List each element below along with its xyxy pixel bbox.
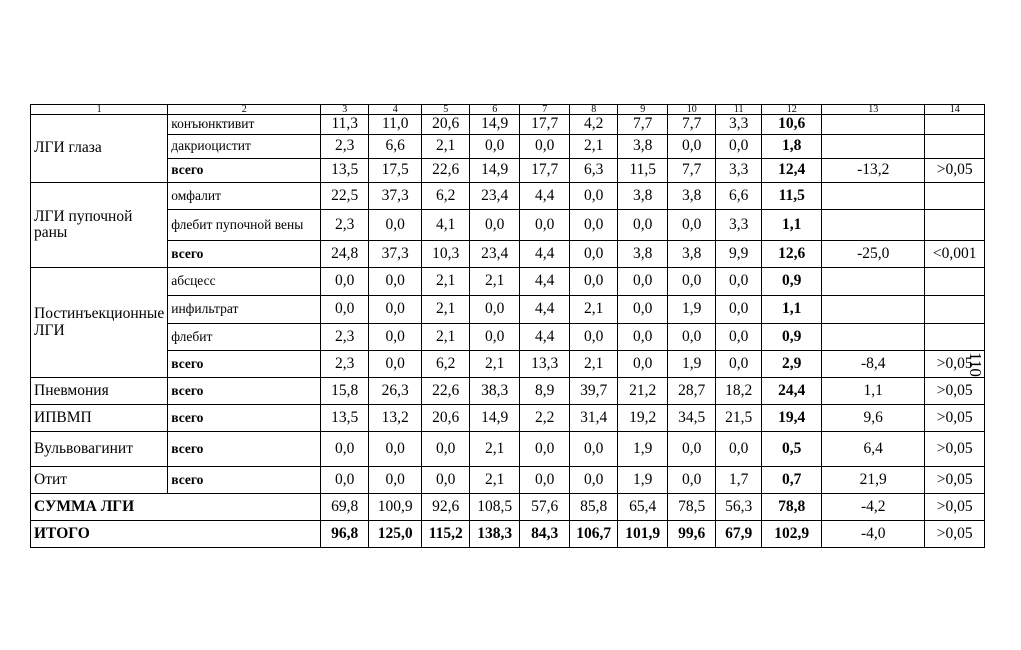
total-cell: 12,4: [762, 159, 822, 183]
value-cell: 108,5: [470, 494, 520, 521]
col-header: 6: [470, 105, 520, 115]
value-cell: 92,6: [422, 494, 470, 521]
p-value-cell: >0,05: [925, 467, 985, 494]
value-cell: 0,0: [668, 324, 716, 351]
value-cell: 0,0: [470, 210, 520, 241]
value-cell: 0,0: [716, 351, 762, 378]
value-cell: 34,5: [668, 405, 716, 432]
category-cell: ИПВМП: [31, 405, 168, 432]
row-label: флебит пупочной вены: [168, 210, 321, 241]
diff-cell: 6,4: [822, 432, 925, 467]
total-cell: 0,5: [762, 432, 822, 467]
value-cell: 125,0: [369, 521, 422, 548]
value-cell: 17,5: [369, 159, 422, 183]
col-header: 1: [31, 105, 168, 115]
diff-cell: 21,9: [822, 467, 925, 494]
value-cell: 11,0: [369, 115, 422, 135]
table-row: [31, 467, 985, 494]
value-cell: 14,9: [470, 405, 520, 432]
value-cell: 2,1: [470, 467, 520, 494]
value-cell: 0,0: [570, 241, 618, 268]
summary-row: [31, 494, 985, 521]
value-cell: 69,8: [321, 494, 369, 521]
value-cell: 3,8: [668, 241, 716, 268]
category-cell: ЛГИ глаза: [31, 115, 168, 183]
table-row: [31, 115, 985, 135]
value-cell: 0,0: [570, 210, 618, 241]
value-cell: 6,2: [422, 183, 470, 210]
p-value-cell: >0,05: [925, 405, 985, 432]
diff-cell: -8,4: [822, 351, 925, 378]
p-value-cell: [925, 324, 985, 351]
value-cell: 17,7: [520, 159, 570, 183]
value-cell: 0,0: [716, 135, 762, 159]
value-cell: 0,0: [716, 324, 762, 351]
value-cell: 0,0: [520, 210, 570, 241]
row-label: инфильтрат: [168, 296, 321, 324]
value-cell: 20,6: [422, 405, 470, 432]
summary-row: [31, 521, 985, 548]
value-cell: 2,1: [470, 268, 520, 296]
p-value-cell: [925, 183, 985, 210]
table-row: [31, 405, 985, 432]
value-cell: 3,3: [716, 159, 762, 183]
table-row: [31, 432, 985, 467]
value-cell: 13,3: [520, 351, 570, 378]
lgi-table: [30, 104, 985, 548]
diff-cell: [822, 324, 925, 351]
value-cell: 22,5: [321, 183, 369, 210]
value-cell: 84,3: [520, 521, 570, 548]
value-cell: 31,4: [570, 405, 618, 432]
value-cell: 0,0: [369, 296, 422, 324]
value-cell: 0,0: [422, 432, 470, 467]
category-cell: Отит: [31, 467, 168, 494]
value-cell: 19,2: [618, 405, 668, 432]
value-cell: 0,0: [570, 268, 618, 296]
value-cell: 0,0: [470, 135, 520, 159]
p-value-cell: >0,05: [925, 494, 985, 521]
value-cell: 3,8: [618, 241, 668, 268]
value-cell: 0,0: [520, 467, 570, 494]
value-cell: 0,0: [618, 324, 668, 351]
value-cell: 11,3: [321, 115, 369, 135]
value-cell: 0,0: [369, 268, 422, 296]
value-cell: 4,1: [422, 210, 470, 241]
value-cell: 3,8: [618, 183, 668, 210]
value-cell: 0,0: [470, 296, 520, 324]
value-cell: 0,0: [716, 296, 762, 324]
table-row: [31, 241, 985, 268]
diff-cell: [822, 296, 925, 324]
value-cell: 2,1: [422, 324, 470, 351]
table-row: [31, 378, 985, 405]
value-cell: 1,9: [618, 432, 668, 467]
value-cell: 6,6: [716, 183, 762, 210]
value-cell: 39,7: [570, 378, 618, 405]
total-cell: 78,8: [762, 494, 822, 521]
row-label: омфалит: [168, 183, 321, 210]
value-cell: 28,7: [668, 378, 716, 405]
value-cell: 0,0: [668, 135, 716, 159]
table-row: [31, 296, 985, 324]
total-cell: 1,1: [762, 296, 822, 324]
row-label: всего: [168, 467, 321, 494]
diff-cell: [822, 210, 925, 241]
diff-cell: -25,0: [822, 241, 925, 268]
diff-cell: [822, 183, 925, 210]
value-cell: 8,9: [520, 378, 570, 405]
p-value-cell: >0,05: [925, 521, 985, 548]
table-row: [31, 210, 985, 241]
value-cell: 0,0: [369, 467, 422, 494]
value-cell: 2,1: [470, 432, 520, 467]
value-cell: 14,9: [470, 115, 520, 135]
p-value-cell: [925, 210, 985, 241]
value-cell: 67,9: [716, 521, 762, 548]
category-cell: Постинъекционные ЛГИ: [31, 268, 168, 378]
p-value-cell: [925, 296, 985, 324]
value-cell: 23,4: [470, 183, 520, 210]
total-cell: 102,9: [762, 521, 822, 548]
value-cell: 56,3: [716, 494, 762, 521]
col-header: 7: [520, 105, 570, 115]
value-cell: 13,5: [321, 405, 369, 432]
value-cell: 2,3: [321, 135, 369, 159]
value-cell: 18,2: [716, 378, 762, 405]
value-cell: 17,7: [520, 115, 570, 135]
page-number: 110: [966, 352, 985, 377]
value-cell: 21,2: [618, 378, 668, 405]
p-value-cell: >0,05: [925, 159, 985, 183]
value-cell: 10,3: [422, 241, 470, 268]
p-value-cell: [925, 115, 985, 135]
total-cell: 0,9: [762, 324, 822, 351]
value-cell: 2,1: [570, 351, 618, 378]
col-header: 14: [925, 105, 985, 115]
value-cell: 1,7: [716, 467, 762, 494]
total-cell: 11,5: [762, 183, 822, 210]
value-cell: 13,5: [321, 159, 369, 183]
value-cell: 37,3: [369, 183, 422, 210]
value-cell: 2,1: [422, 135, 470, 159]
category-cell: ЛГИ пупочной раны: [31, 183, 168, 268]
row-label: конъюнктивит: [168, 115, 321, 135]
value-cell: 0,0: [668, 210, 716, 241]
table-body: [31, 105, 985, 548]
value-cell: 0,0: [668, 268, 716, 296]
value-cell: 20,6: [422, 115, 470, 135]
row-label: флебит: [168, 324, 321, 351]
total-cell: 10,6: [762, 115, 822, 135]
value-cell: 3,3: [716, 115, 762, 135]
value-cell: 57,6: [520, 494, 570, 521]
row-label: всего: [168, 405, 321, 432]
value-cell: 3,3: [716, 210, 762, 241]
value-cell: 4,2: [570, 115, 618, 135]
col-header: 10: [668, 105, 716, 115]
value-cell: 0,0: [618, 210, 668, 241]
row-label: абсцесс: [168, 268, 321, 296]
row-label: всего: [168, 159, 321, 183]
row-label: дакриоцистит: [168, 135, 321, 159]
value-cell: 138,3: [470, 521, 520, 548]
diff-cell: -13,2: [822, 159, 925, 183]
value-cell: 0,0: [470, 324, 520, 351]
col-header: 3: [321, 105, 369, 115]
col-header: 13: [822, 105, 925, 115]
diff-cell: [822, 135, 925, 159]
value-cell: 0,0: [716, 268, 762, 296]
value-cell: 6,2: [422, 351, 470, 378]
value-cell: 7,7: [618, 115, 668, 135]
value-cell: 2,1: [470, 351, 520, 378]
row-label: всего: [168, 241, 321, 268]
col-header: 5: [422, 105, 470, 115]
value-cell: 37,3: [369, 241, 422, 268]
diff-cell: -4,2: [822, 494, 925, 521]
value-cell: 1,9: [668, 296, 716, 324]
value-cell: 2,3: [321, 324, 369, 351]
col-header: 11: [716, 105, 762, 115]
value-cell: 9,9: [716, 241, 762, 268]
value-cell: 11,5: [618, 159, 668, 183]
col-header: 2: [168, 105, 321, 115]
value-cell: 2,2: [520, 405, 570, 432]
diff-cell: 9,6: [822, 405, 925, 432]
total-cell: 2,9: [762, 351, 822, 378]
value-cell: 0,0: [321, 296, 369, 324]
value-cell: 4,4: [520, 241, 570, 268]
value-cell: 0,0: [369, 324, 422, 351]
value-cell: 0,0: [570, 432, 618, 467]
value-cell: 99,6: [668, 521, 716, 548]
value-cell: 15,8: [321, 378, 369, 405]
col-header: 9: [618, 105, 668, 115]
total-cell: 19,4: [762, 405, 822, 432]
value-cell: 100,9: [369, 494, 422, 521]
value-cell: 96,8: [321, 521, 369, 548]
total-cell: 1,1: [762, 210, 822, 241]
table-row: [31, 183, 985, 210]
p-value-cell: <0,001: [925, 241, 985, 268]
total-cell: 24,4: [762, 378, 822, 405]
value-cell: 101,9: [618, 521, 668, 548]
value-cell: 0,0: [369, 432, 422, 467]
value-cell: 0,0: [618, 351, 668, 378]
value-cell: 0,0: [321, 432, 369, 467]
value-cell: 22,6: [422, 378, 470, 405]
p-value-cell: [925, 135, 985, 159]
value-cell: 2,1: [570, 135, 618, 159]
table-row: [31, 268, 985, 296]
value-cell: 2,3: [321, 351, 369, 378]
value-cell: 4,4: [520, 268, 570, 296]
category-cell: Вульвовагинит: [31, 432, 168, 467]
value-cell: 2,1: [422, 268, 470, 296]
col-header: 4: [369, 105, 422, 115]
value-cell: 22,6: [422, 159, 470, 183]
value-cell: 23,4: [470, 241, 520, 268]
table-row: [31, 351, 985, 378]
value-cell: 3,8: [668, 183, 716, 210]
category-cell: Пневмония: [31, 378, 168, 405]
summary-label: СУММА ЛГИ: [31, 494, 321, 521]
value-cell: 0,0: [369, 210, 422, 241]
value-cell: 0,0: [618, 268, 668, 296]
value-cell: 38,3: [470, 378, 520, 405]
value-cell: 7,7: [668, 115, 716, 135]
total-cell: 12,6: [762, 241, 822, 268]
value-cell: 24,8: [321, 241, 369, 268]
col-header: 8: [570, 105, 618, 115]
value-cell: 13,2: [369, 405, 422, 432]
row-label: всего: [168, 432, 321, 467]
value-cell: 0,0: [520, 432, 570, 467]
value-cell: 0,0: [369, 351, 422, 378]
table-row: [31, 135, 985, 159]
diff-cell: -4,0: [822, 521, 925, 548]
value-cell: 0,0: [668, 467, 716, 494]
value-cell: 14,9: [470, 159, 520, 183]
value-cell: 4,4: [520, 324, 570, 351]
value-cell: 0,0: [422, 467, 470, 494]
total-cell: 0,7: [762, 467, 822, 494]
table-row: [31, 159, 985, 183]
value-cell: 21,5: [716, 405, 762, 432]
value-cell: 85,8: [570, 494, 618, 521]
value-cell: 3,8: [618, 135, 668, 159]
value-cell: 26,3: [369, 378, 422, 405]
value-cell: 115,2: [422, 521, 470, 548]
total-cell: 1,8: [762, 135, 822, 159]
total-cell: 0,9: [762, 268, 822, 296]
value-cell: 4,4: [520, 183, 570, 210]
p-value-cell: >0,05: [925, 378, 985, 405]
value-cell: 0,0: [570, 183, 618, 210]
diff-cell: [822, 268, 925, 296]
value-cell: 1,9: [668, 351, 716, 378]
table-row: [31, 324, 985, 351]
value-cell: 78,5: [668, 494, 716, 521]
value-cell: 106,7: [570, 521, 618, 548]
value-cell: 65,4: [618, 494, 668, 521]
p-value-cell: [925, 268, 985, 296]
value-cell: 4,4: [520, 296, 570, 324]
value-cell: 6,6: [369, 135, 422, 159]
p-value-cell: >0,05: [925, 432, 985, 467]
value-cell: 0,0: [618, 296, 668, 324]
diff-cell: 1,1: [822, 378, 925, 405]
summary-label: ИТОГО: [31, 521, 321, 548]
value-cell: 0,0: [668, 432, 716, 467]
p-value-cell: >0,05: [925, 351, 985, 378]
row-label: всего: [168, 351, 321, 378]
value-cell: 0,0: [520, 135, 570, 159]
value-cell: 2,3: [321, 210, 369, 241]
row-label: всего: [168, 378, 321, 405]
value-cell: 6,3: [570, 159, 618, 183]
value-cell: 1,9: [618, 467, 668, 494]
value-cell: 2,1: [570, 296, 618, 324]
diff-cell: [822, 115, 925, 135]
value-cell: 0,0: [321, 268, 369, 296]
column-numbers-row: [31, 105, 985, 115]
col-header: 12: [762, 105, 822, 115]
value-cell: 7,7: [668, 159, 716, 183]
value-cell: 0,0: [570, 324, 618, 351]
value-cell: 2,1: [422, 296, 470, 324]
value-cell: 0,0: [570, 467, 618, 494]
value-cell: 0,0: [716, 432, 762, 467]
value-cell: 0,0: [321, 467, 369, 494]
